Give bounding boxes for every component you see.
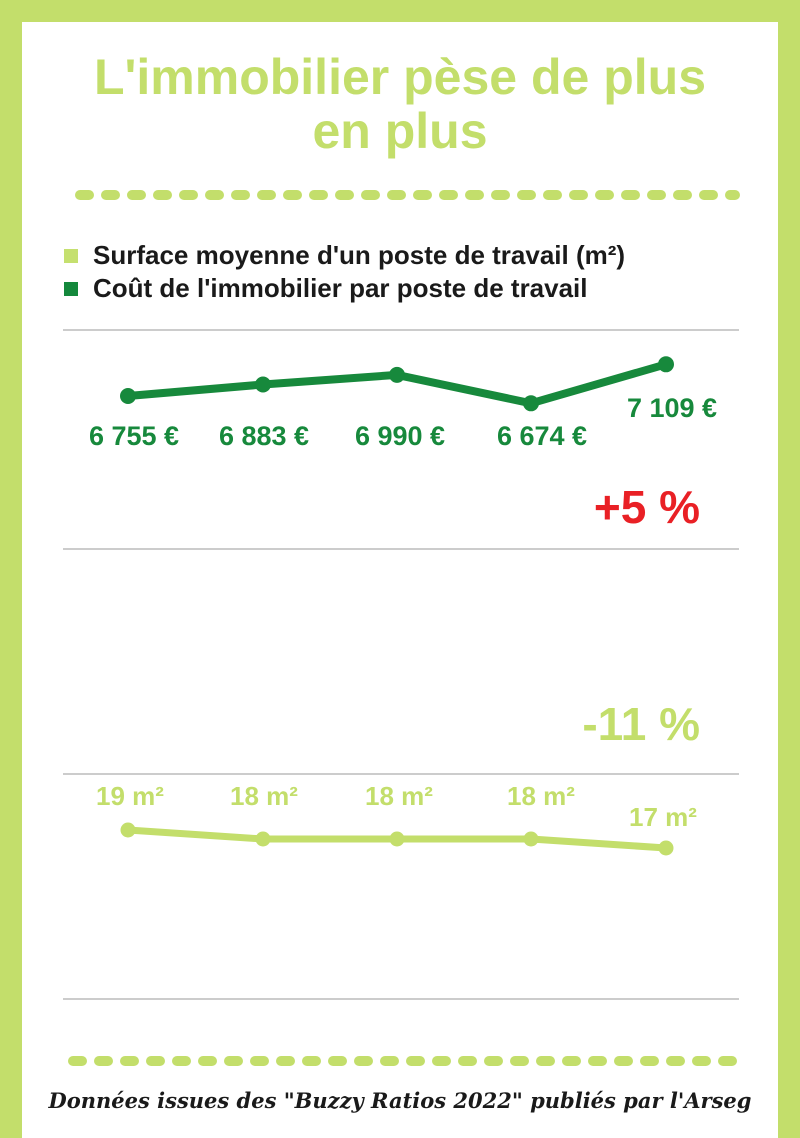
data-point-label: 6 755 € — [88, 421, 180, 451]
separator-line-1 — [63, 329, 739, 331]
data-point-label: 18 m² — [365, 781, 433, 811]
chart-legend — [64, 240, 625, 306]
legend-item-surface — [64, 240, 625, 273]
data-point-label: 6 990 € — [354, 421, 446, 451]
legend-item-cost — [64, 273, 625, 306]
data-point-label: 7 109 € — [626, 393, 718, 423]
legend-label-surface: Surface moyenne d'un poste de travail (m²) — [93, 240, 626, 270]
data-point — [524, 832, 539, 847]
data-point — [121, 823, 136, 838]
page-title-line1: L'immobilier pèse de plus — [93, 49, 707, 105]
data-point — [389, 367, 405, 383]
page-title-line2: en plus — [312, 103, 488, 159]
data-point — [256, 832, 271, 847]
data-point-label: 18 m² — [507, 781, 575, 811]
source-attribution: Données issues des "Buzzy Ratios 2022" publiés par l'Arseg — [48, 1088, 752, 1113]
cost-change-percent: +5 % — [593, 481, 700, 533]
page-title — [30, 50, 770, 158]
data-point — [523, 395, 539, 411]
data-point-label: 6 674 € — [496, 421, 588, 451]
data-point-label: 6 883 € — [218, 421, 310, 451]
dashed-divider-top — [0, 190, 800, 202]
legend-label-cost: Coût de l'immobilier par poste de travail — [93, 273, 588, 303]
dashed-divider-bottom — [0, 1056, 800, 1068]
data-point — [255, 377, 271, 393]
data-point — [120, 388, 136, 404]
data-point — [390, 832, 405, 847]
data-point-label: 18 m² — [230, 781, 298, 811]
separator-line-4 — [63, 998, 739, 1000]
surface-change-percent: -11 % — [582, 698, 700, 750]
legend-swatch-cost — [64, 282, 78, 296]
data-point-label: 19 m² — [96, 781, 164, 811]
data-point — [658, 356, 674, 372]
data-point — [659, 841, 674, 856]
data-point-label: 17 m² — [629, 802, 697, 832]
legend-swatch-surface — [64, 249, 78, 263]
surface-line-chart — [0, 805, 800, 875]
separator-line-2 — [63, 548, 739, 550]
separator-line-3 — [63, 773, 739, 775]
